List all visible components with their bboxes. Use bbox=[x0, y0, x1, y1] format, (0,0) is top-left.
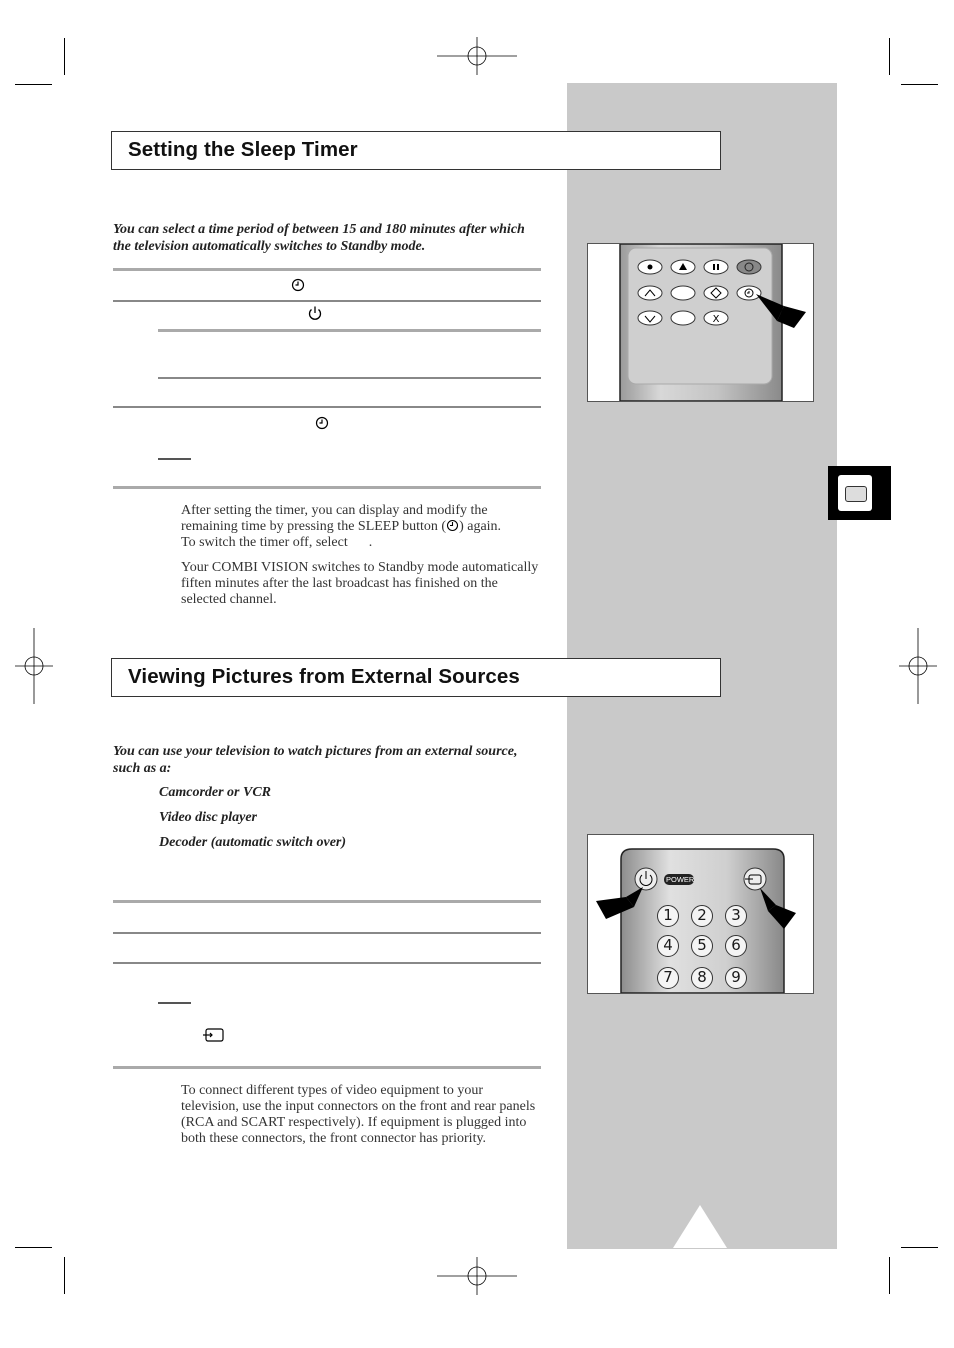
sleep-timer-note-2: Your COMBI VISION switches to Standby mode automatically fiften minutes after the last broadcast has finished on the selected channel. bbox=[181, 560, 539, 607]
divider bbox=[113, 486, 541, 489]
registration-mark bbox=[899, 628, 937, 704]
crop-mark bbox=[889, 38, 890, 75]
crop-mark bbox=[889, 1257, 890, 1294]
external-sources-title: Viewing Pictures from External Sources bbox=[128, 665, 520, 688]
short-divider bbox=[158, 458, 191, 460]
digit-key: 9 bbox=[731, 968, 741, 986]
svg-text:X: X bbox=[712, 314, 720, 325]
digit-key: 5 bbox=[697, 936, 707, 954]
sleep-timer-title: Setting the Sleep Timer bbox=[128, 138, 358, 161]
divider bbox=[113, 268, 541, 271]
crop-mark bbox=[15, 1247, 52, 1248]
sleep-icon bbox=[446, 519, 459, 532]
sleep-timer-heading-box bbox=[111, 131, 721, 170]
divider bbox=[113, 932, 541, 934]
external-sources-note: To connect different types of video equipment to your television, use the input connectors on the front and rear panels (RCA and SCART respectively). If equipment is plugged into both these connectors, the front connector has priority. bbox=[181, 1083, 536, 1146]
digit-key: 7 bbox=[663, 968, 673, 986]
external-sources-intro: You can use your television to watch pictures from an external source, such as a: bbox=[113, 744, 518, 776]
sleep-icon bbox=[291, 278, 305, 292]
source-item: Camcorder or VCR bbox=[159, 785, 272, 800]
short-divider bbox=[158, 1002, 191, 1004]
power-label: POWER bbox=[666, 875, 695, 884]
input-source-icon bbox=[203, 1027, 225, 1043]
divider bbox=[158, 329, 541, 332]
source-item: Video disc player bbox=[159, 810, 257, 825]
sleep-icon bbox=[315, 416, 329, 430]
crop-mark bbox=[901, 84, 938, 85]
divider bbox=[113, 300, 541, 302]
crop-mark bbox=[901, 1247, 938, 1248]
source-item: Decoder (automatic switch over) bbox=[159, 835, 347, 850]
divider bbox=[113, 406, 541, 408]
divider bbox=[158, 377, 541, 379]
divider bbox=[113, 900, 541, 903]
sleep-timer-note-1: After setting the timer, you can display and modify the remaining time by pressing the SLEEP button ( ) again. To switch the timer off, select . bbox=[181, 503, 502, 550]
remote-illustration-source bbox=[587, 834, 814, 994]
remote-illustration-sleep bbox=[587, 243, 814, 402]
digit-key: 2 bbox=[697, 906, 707, 924]
registration-mark bbox=[437, 37, 517, 75]
external-sources-heading-box bbox=[111, 658, 721, 697]
divider bbox=[113, 1066, 541, 1069]
digit-key: 4 bbox=[663, 936, 673, 954]
crop-mark bbox=[64, 38, 65, 75]
tv-screen-icon bbox=[845, 486, 867, 502]
digit-key: 6 bbox=[731, 936, 741, 954]
registration-mark bbox=[15, 628, 53, 704]
digit-key: 8 bbox=[697, 968, 707, 986]
sleep-timer-intro: You can select a time period of between 15 and 180 minutes after which the television automatically switches to Standby mode. bbox=[113, 222, 525, 254]
power-icon bbox=[307, 305, 323, 321]
digit-key: 3 bbox=[731, 906, 741, 924]
digit-key: 1 bbox=[663, 906, 673, 924]
crop-mark bbox=[15, 84, 52, 85]
crop-mark bbox=[64, 1257, 65, 1294]
page-corner-triangle bbox=[673, 1205, 727, 1248]
registration-mark bbox=[437, 1257, 517, 1295]
divider bbox=[113, 962, 541, 964]
